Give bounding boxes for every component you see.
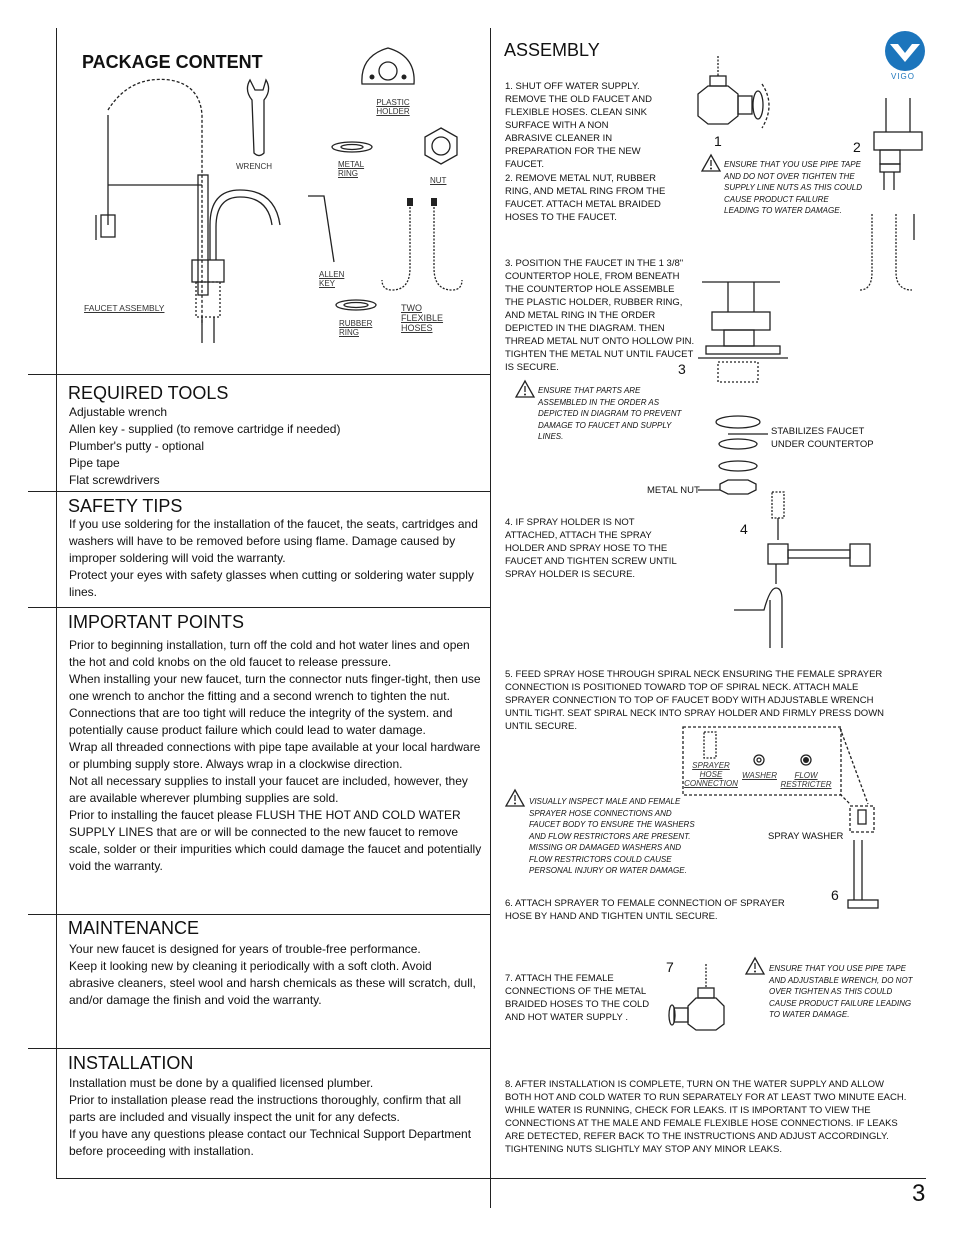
figure-number-3: 3 bbox=[678, 361, 686, 377]
supply-valve-illustration bbox=[668, 962, 748, 1032]
maintenance-title: MAINTENANCE bbox=[68, 918, 200, 938]
spray-washer-label: SPRAY WASHER bbox=[768, 831, 844, 842]
installation-paragraph: Installation must be done by a qualified licensed plumber. bbox=[69, 1076, 374, 1090]
warning-icon bbox=[745, 957, 765, 975]
sprayer-neck-illustration bbox=[842, 804, 902, 914]
stabilizes-faucet-label: STABILIZES FAUCET UNDER COUNTERTOP bbox=[771, 426, 874, 450]
warning-text-1: ENSURE THAT YOU USE PIPE TAPE AND DO NOT OVER TIGHTEN THE SUPPLY LINE NUTS AS THIS COULD CAUSE PRODUCT FAILURE LEADING TO WATER DAMAGE. bbox=[724, 160, 862, 215]
divider-safety bbox=[28, 491, 490, 492]
faucet-body-illustration bbox=[866, 96, 936, 191]
vigo-logo-icon bbox=[884, 30, 926, 72]
warning-icon bbox=[515, 380, 535, 398]
safety-paragraph: If you use soldering for the installation of the faucet, the seats, cartridges and washers will have to be removed before using flame. Damage caused by improper soldering will void the warranty. bbox=[69, 517, 478, 565]
package-title: PACKAGE CONTENT bbox=[82, 52, 263, 72]
assembly-step-7: 7. ATTACH THE FEMALE CONNECTIONS OF THE METAL BRAIDED HOSES TO THE COLD AND HOT WATER SUPPLY . bbox=[505, 973, 650, 1023]
figure-number-4: 4 bbox=[740, 521, 748, 537]
warning-text-4: ENSURE THAT YOU USE PIPE TAPE AND ADJUSTABLE WRENCH, DO NOT OVER TIGHTEN AS THIS COULD CAUSE PRODUCT FAILURE LEADING TO WATER DAMAGE. bbox=[769, 964, 913, 1019]
flexible-hoses-label: TWO FLEXIBLE HOSES bbox=[401, 303, 444, 333]
sprayer-hose-connection-label: SPRAYER HOSE CONNECTION bbox=[684, 761, 738, 788]
metal-nut-label: METAL NUT bbox=[647, 485, 700, 496]
allen-key-icon bbox=[306, 192, 336, 267]
important-points-title: IMPORTANT POINTS bbox=[68, 612, 245, 632]
figure-number-1: 1 bbox=[714, 133, 722, 149]
warning-icon bbox=[701, 154, 721, 172]
important-paragraph: When installing your new faucet, turn the connector nuts finger-tight, then use one wrench to anchor the fitting and a second wrench to tighten the nut. Connections that are too tight will reduce the integrity of the system. and potentially cause product failure which could lead to water damage. bbox=[69, 672, 481, 737]
assembly-step-5: 5. FEED SPRAY HOSE THROUGH SPIRAL NECK ENSURING THE FEMALE SPRAYER CONNECTION IS POSITIONED TOWARD TOP OF SPIRAL NECK. ATTACH MALE SPRAYER CONNECTION TO TOP OF FAUCET BODY WITH ADJUSTABLE WRENCH UNTIL TIGHT. SEAT SPIRAL NECK INTO SPRAY HOLDER AND FIRMLY PRESS DOWN UNTIL SECURE. bbox=[505, 669, 885, 732]
assembly-step-4: 4. IF SPRAY HOLDER IS NOT ATTACHED, ATTACH THE SPRAY HOLDER AND SPRAY HOSE TO THE FAUCET AND TIGHTEN SCREW UNTIL SPRAY HOLDER IS SECURE. bbox=[505, 517, 677, 580]
rubber-ring-icon bbox=[334, 298, 378, 312]
plastic-holder-icon bbox=[358, 46, 418, 91]
metal-ring-label: METAL RING bbox=[338, 160, 365, 178]
tool-item: Allen key - supplied (to remove cartridge if needed) bbox=[69, 422, 341, 436]
tool-item: Plumber's putty - optional bbox=[69, 439, 205, 453]
shutoff-valve-illustration bbox=[688, 54, 778, 134]
flexible-hoses-icon bbox=[378, 198, 468, 298]
wrench-label: WRENCH bbox=[236, 162, 272, 171]
installation-text bbox=[69, 1075, 481, 1160]
braided-hoses-illustration bbox=[852, 210, 932, 300]
divider-tools bbox=[28, 374, 490, 375]
safety-paragraph: Protect your eyes with safety glasses when cutting or soldering water supply lines. bbox=[69, 568, 474, 599]
important-paragraph: Prior to beginning installation, turn off the cold and hot water lines and open the hot and cold knobs on the old faucet to release pressure. bbox=[69, 638, 470, 669]
plastic-holder-label: PLASTIC HOLDER bbox=[376, 98, 410, 116]
left-border bbox=[56, 28, 57, 1178]
important-paragraph: Prior to installing the faucet please FLUSH THE HOT AND COLD WATER SUPPLY LINES that are or will be connected to the new faucet to remove scale, solder or their impurities which could damage the faucet and potentially void the warranty. bbox=[69, 808, 482, 873]
installation-paragraph: If you have any questions please contact our Technical Support Department before proceeding with installation. bbox=[69, 1127, 472, 1158]
assembly-step-1: 1. SHUT OFF WATER SUPPLY. REMOVE THE OLD FAUCET AND FLEXIBLE HOSES. CLEAN SINK SURFACE WITH A NON ABRASIVE CLEANER IN PREPARATION FOR THE NEW FAUCET. bbox=[505, 81, 652, 170]
maintenance-paragraph: Your new faucet is designed for years of trouble-free performance. bbox=[69, 942, 421, 956]
divider-installation bbox=[28, 1048, 490, 1049]
metal-ring-icon bbox=[330, 140, 374, 154]
required-tools-title: REQUIRED TOOLS bbox=[68, 383, 229, 403]
zoom-lines bbox=[840, 726, 880, 806]
important-points-text bbox=[69, 637, 483, 875]
spray-holder-illustration bbox=[730, 488, 880, 648]
assembly-title: ASSEMBLY bbox=[504, 40, 600, 60]
figure-number-6: 6 bbox=[831, 887, 839, 903]
nut-icon bbox=[421, 126, 461, 166]
assembly-step-8: 8. AFTER INSTALLATION IS COMPLETE, TURN ON THE WATER SUPPLY AND ALLOW BOTH HOT AND COLD WATER TO RUN SEPARATELY FOR AT LEAST TWO MINUTE EACH. WHILE WATER IS RUNNING, CHECK FOR LEAKS. IT IS IMPORTANT TO VIEW THE CONNECTIONS AT THE MALE AND FEMALE FLEXIBLE HOSE CONNECTIONS. IF LEAKS ARE DETECTED, REFER BACK TO THE INSTRUCTIONS AND ADJUST ACCORDINGLY. TIGHTENING NUTS SLIGHTLY MAY STOP ANY MINOR LEAKS. bbox=[505, 1079, 907, 1155]
divider-important bbox=[28, 607, 490, 608]
faucet-assembly-label: FAUCET ASSEMBLY bbox=[84, 303, 165, 313]
warning-text-2: ENSURE THAT PARTS ARE ASSEMBLED IN THE ORDER AS DEPICTED IN DIAGRAM TO PREVENT DAMAGE TO FAUCET AND SUPPLY LINES. bbox=[538, 386, 682, 441]
allen-key-label: ALLEN KEY bbox=[319, 270, 345, 288]
figure-number-2: 2 bbox=[853, 139, 861, 155]
assembly-step-6: 6. ATTACH SPRAYER TO FEMALE CONNECTION OF SPRAYER HOSE BY HAND AND TIGHTEN UNTIL SECURE. bbox=[505, 898, 785, 922]
page-number: 3 bbox=[912, 1180, 926, 1207]
important-paragraph: Not all necessary supplies to install your faucet are included, however, they are available wherever plumbing supplies are sold. bbox=[69, 774, 468, 805]
leader-line bbox=[728, 432, 768, 436]
washer-label: WASHER bbox=[742, 771, 777, 780]
divider-maintenance bbox=[28, 914, 490, 915]
warning-text-3: VISUALLY INSPECT MALE AND FEMALE SPRAYER HOSE CONNECTIONS AND FAUCET BODY TO ENSURE THE WASHERS AND FLOW RESTRICTORS ARE PRESENT. MISSING OR DAMAGED WASHERS AND FLOW RESTRICTORS COULD CAUSE PERSONAL INJURY OR WATER DAMAGE. bbox=[529, 797, 695, 875]
figure-number-7: 7 bbox=[666, 959, 674, 975]
assembly-step-2: 2. REMOVE METAL NUT, RUBBER RING, AND METAL RING FROM THE FAUCET. ATTACH METAL BRAIDED HOSES TO THE FAUCET. bbox=[505, 173, 666, 223]
tool-item: Adjustable wrench bbox=[69, 405, 168, 419]
tool-item: Flat screwdrivers bbox=[69, 473, 160, 487]
installation-paragraph: Prior to installation please read the instructions thoroughly, confirm that all parts are included and visually inspect the unit for any defects. bbox=[69, 1093, 461, 1124]
vigo-logo-text: VIGO bbox=[891, 72, 916, 81]
safety-tips-title: SAFETY TIPS bbox=[68, 496, 183, 516]
tool-item: Pipe tape bbox=[69, 456, 120, 470]
exploded-parts-illustration bbox=[706, 410, 776, 500]
center-divider bbox=[490, 28, 491, 1208]
nut-label: NUT bbox=[430, 176, 447, 185]
safety-tips-text bbox=[69, 516, 481, 601]
assembly-step-3: 3. POSITION THE FAUCET IN THE 1 3/8" COUNTERTOP HOLE, FROM BENEATH THE COUNTERTOP HOLE ASSEMBLE THE PLASTIC HOLDER, RUBBER RING, AND METAL RING IN THE ORDER DEPICTED IN THE DIAGRAM. THEN THREAD METAL NUT ONTO HOLLOW PIN. TIGHTEN THE METAL NUT UNTIL FAUCET IS SECURE. bbox=[505, 258, 695, 373]
installation-title: INSTALLATION bbox=[68, 1053, 194, 1073]
wrench-icon bbox=[244, 78, 274, 158]
bottom-rule bbox=[56, 1178, 926, 1179]
leader-line bbox=[698, 488, 720, 492]
rubber-ring-label: RUBBER RING bbox=[339, 319, 373, 337]
flow-restrictor-label: FLOW RESTRICTER bbox=[780, 771, 832, 789]
warning-icon bbox=[505, 789, 525, 807]
maintenance-paragraph: Keep it looking new by cleaning it periodically with a soft cloth. Avoid abrasive cleaners, steel wool and harsh chemicals as these will scratch, dull, and/or damage the finish and void the warranty. bbox=[69, 959, 476, 1007]
important-paragraph: Wrap all threaded connections with pipe tape available at your local hardware or plumbing supply store. Always wrap in a clockwise direction. bbox=[69, 740, 481, 771]
maintenance-text bbox=[69, 941, 479, 1009]
faucet-mount-illustration bbox=[698, 262, 788, 387]
required-tools-list bbox=[69, 404, 479, 489]
